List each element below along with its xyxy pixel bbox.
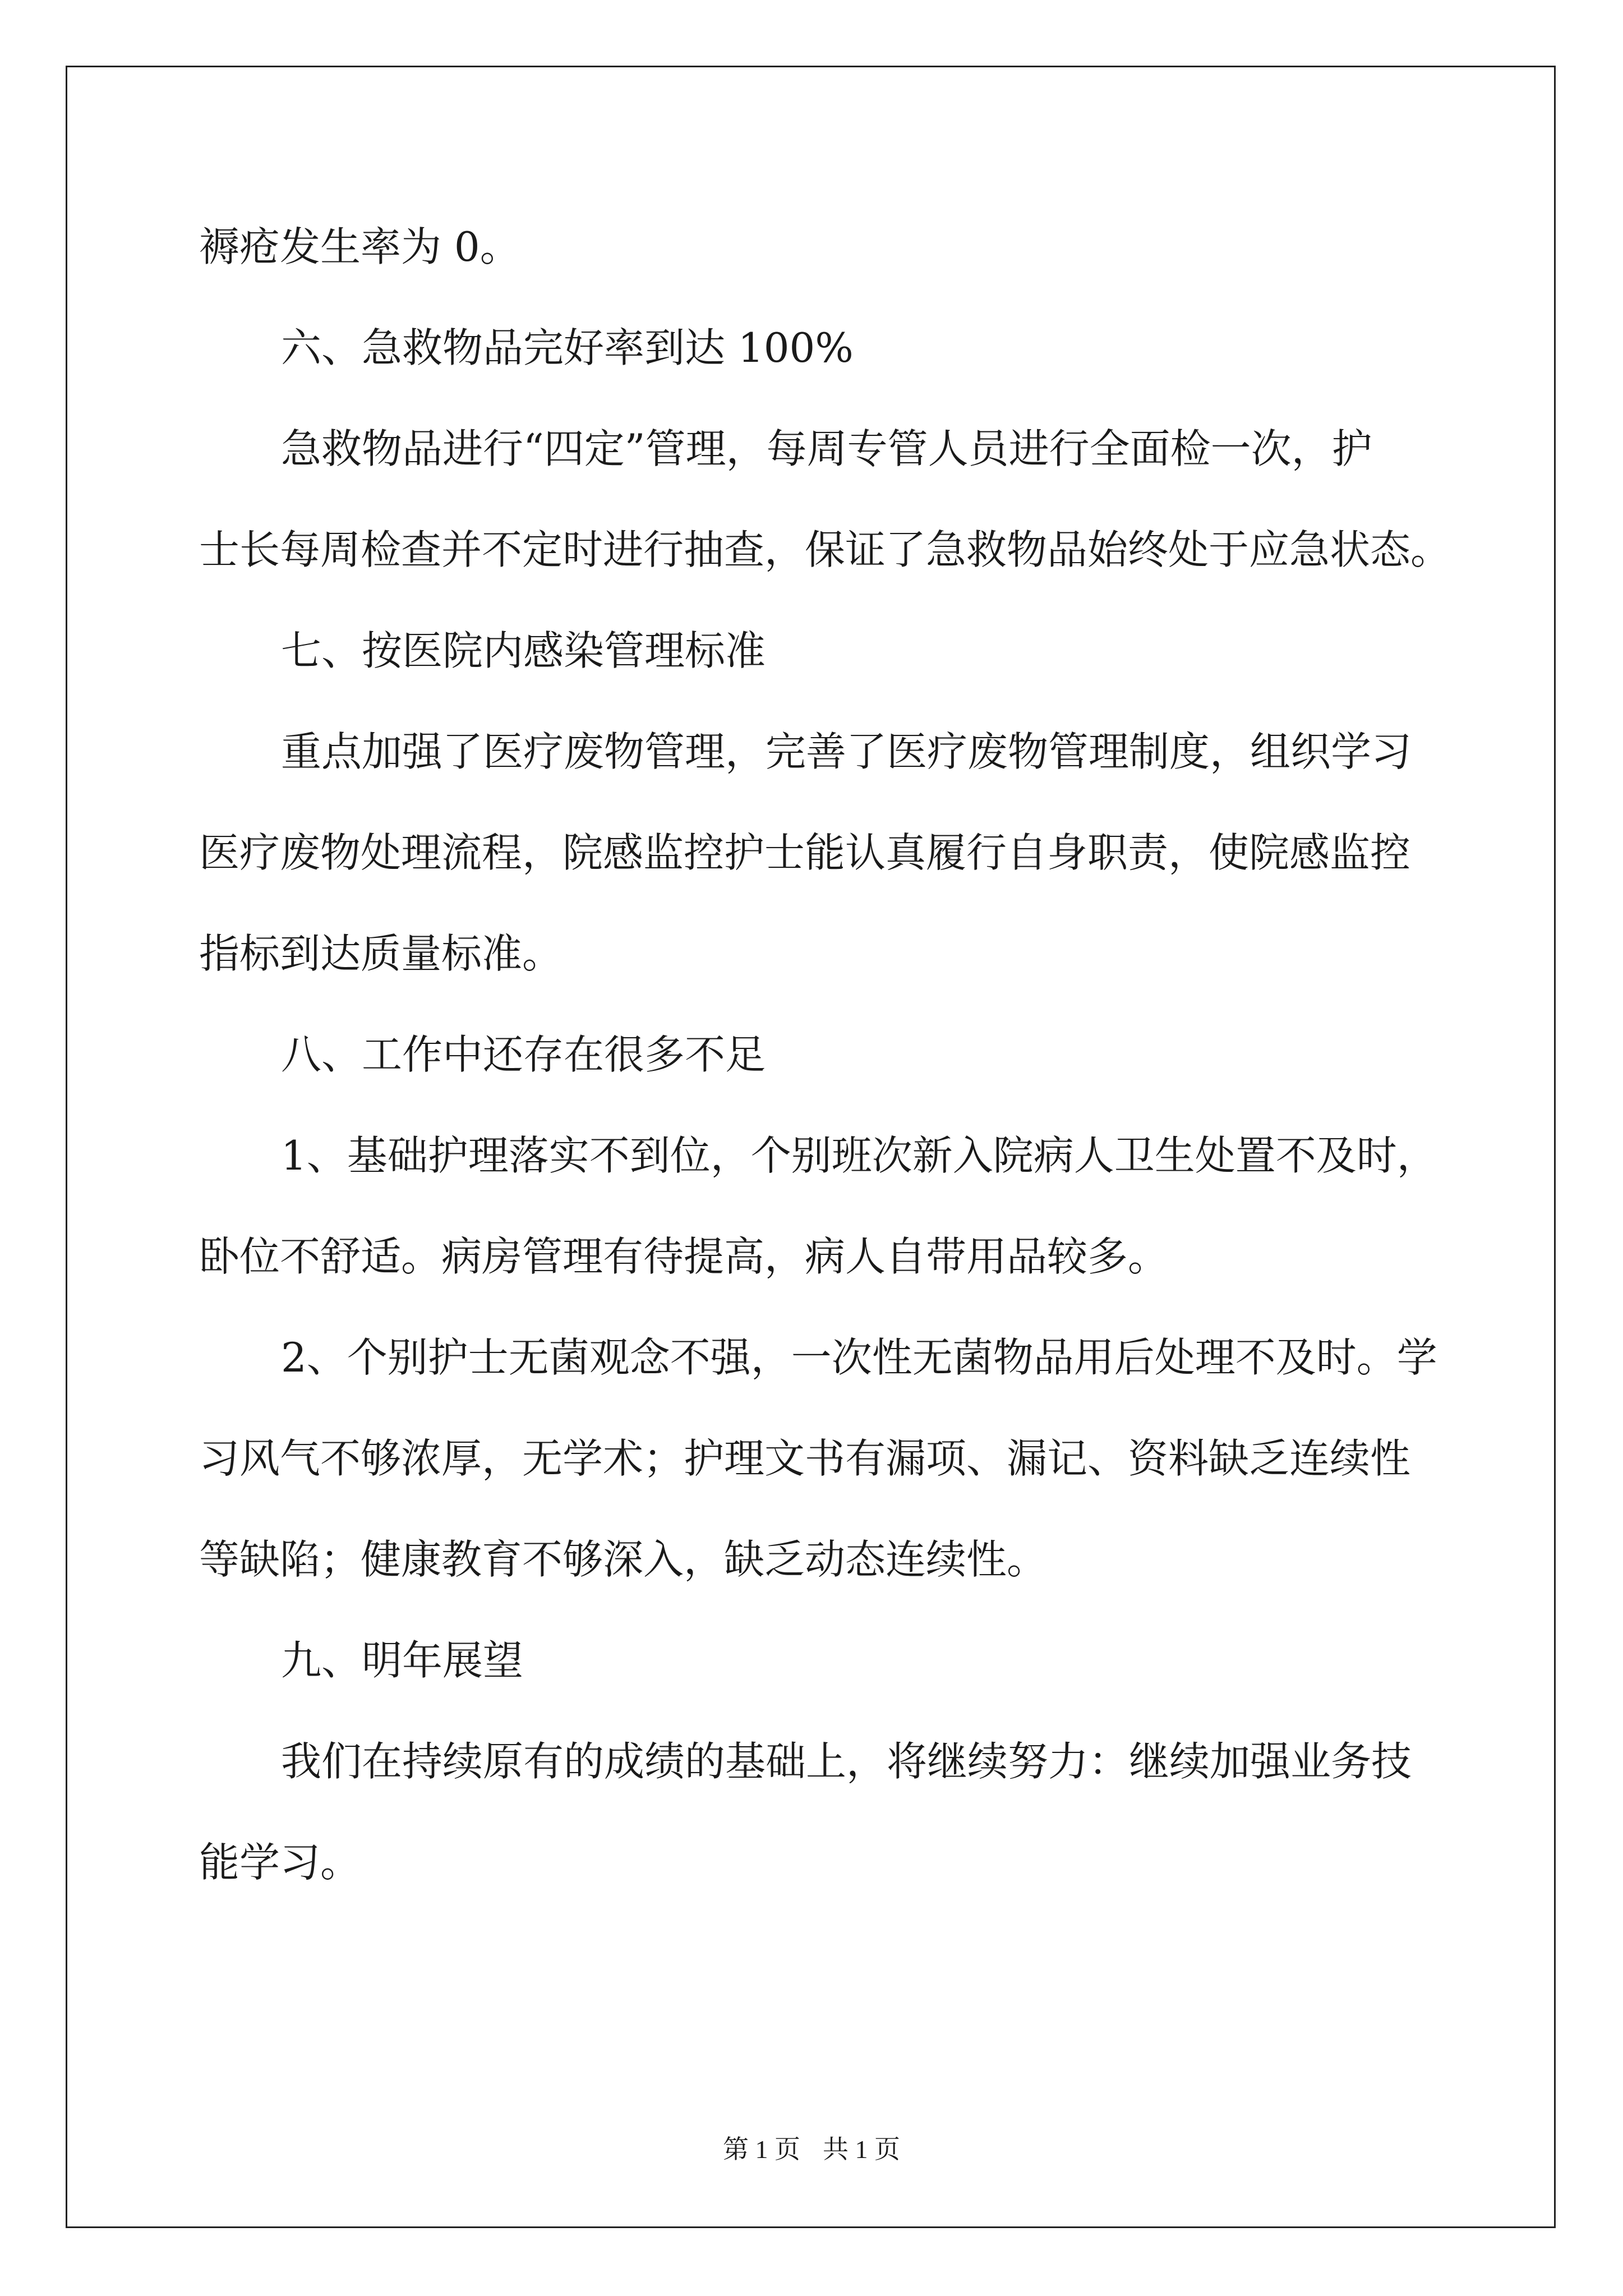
text-line: 医疗废物处理流程，院感监控护士能认真履行自身职责，使院感监控 [199,829,1411,876]
document-body [199,196,1451,1913]
section-heading: 九、明年展望 [281,1637,524,1684]
text-line: 士长每周检查并不定时进行抽查，保证了急救物品始终处于应急状态。 [199,526,1451,573]
text-line: 重点加强了医疗废物管理，完善了医疗废物管理制度，组织学习 [281,728,1412,775]
text-line: 习风气不够浓厚，无学术；护理文书有漏项、漏记、资料缺乏连续性 [199,1435,1411,1482]
text-line: 等缺陷；健康教育不够深入，缺乏动态连续性。 [199,1536,1048,1583]
text-line: 能学习。 [199,1839,361,1886]
text-line: 指标到达质量标准。 [199,930,563,977]
section-heading: 八、工作中还存在很多不足 [281,1031,766,1078]
section-heading: 七、按医院内感染管理标准 [281,627,766,674]
page-number: 第 1 页 [723,2135,800,2164]
text-line: 1、基础护理落实不到位，个别班次新入院病人卫生处置不及时， [281,1132,1437,1179]
text-line: 我们在持续原有的成绩的基础上，将继续努力：继续加强业务技 [281,1738,1412,1785]
text-line: 急救物品进行“四定”管理，每周专管人员进行全面检一次，护 [281,425,1372,472]
text-line: 2、个别护士无菌观念不强，一次性无菌物品用后处理不及时。学 [281,1334,1437,1381]
text-line: 卧位不舒适。病房管理有待提高，病人自带用品较多。 [199,1233,1169,1280]
section-heading: 六、急救物品完好率到达 100% [281,324,854,371]
page-footer [0,2129,1623,2166]
text-line: 褥疮发生率为 0。 [199,223,520,270]
page-total: 共 1 页 [823,2135,900,2164]
